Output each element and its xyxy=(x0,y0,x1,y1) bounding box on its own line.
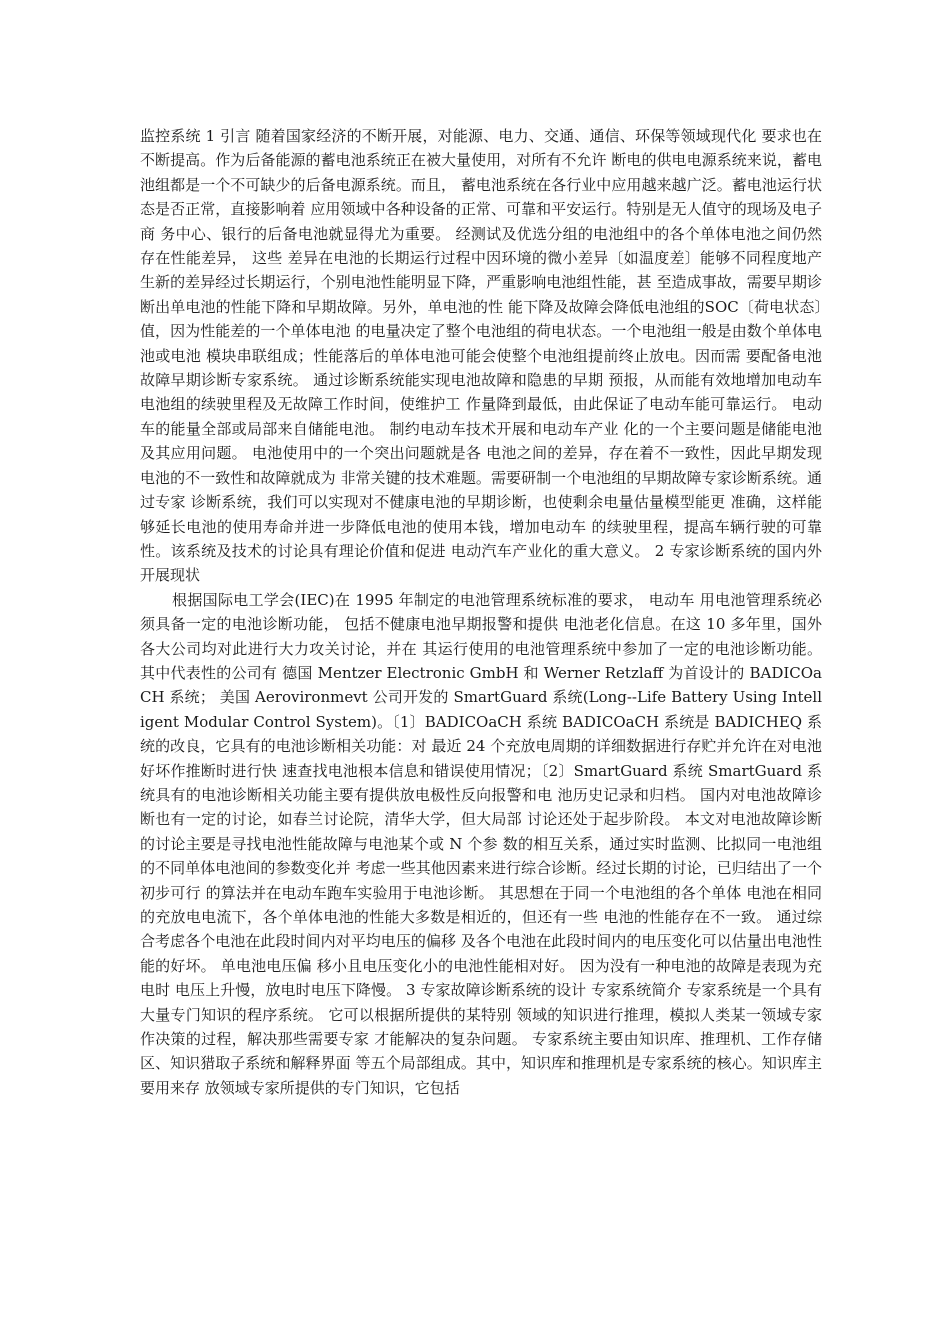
paragraph-introduction: 监控系统 1 引言 随着国家经济的不断开展，对能源、电力、交通、通信、环保等领域现代化 要求也在不断提高。作为后备能源的蓄电池系统正在被大量使用，对所有不允许 断电的供电电源系统来说，蓄电池组都是一个不可缺少的后备电源系统。而且， 蓄电池系统在各行业中应用越来越广泛。蓄电池运行状态是否正常，直接影响着 应用领域中各种设备的正常、可靠和平安运行。特别是无人值守的现场及电子商 务中心、银行的后备电池就显得尤为重要。 经测试及优选分组的电池组中的各个单体电池之间仍然存在性能差异， 这些 差异在电池的长期运行过程中因环境的微小差异〔如温度差〕能够不同程度地产 生新的差异经过长期运行，个别电池性能明显下降，严重影响电池组性能，甚 至造成事故，需要早期诊断出单电池的性能下降和早期故障。另外，单电池的性 能下降及故障会降低电池组的SOC〔荷电状态〕值，因为性能差的一个单体电池 的电量决定了整个电池组的荷电状态。一个电池组一般是由数个单体电池或电池 模块串联组成；性能落后的单体电池可能会使整个电池组提前终止放电。因而需 要配备电池故障早期诊断专家系统。 通过诊断系统能实现电池故障和隐患的早期 预报，从而能有效地增加电动车电池组的续驶里程及无故障工作时间，使维护工 作量降到最低，由此保证了电动车能可靠运行。 电动车的能量全部或局部来自储能电池。 制约电动车技术开展和电动车产业 化的一个主要问题是储能电池及其应用问题。 电池使用中的一个突出问题就是各 电池之间的差异，存在着不一致性，因此早期发现电池的不一致性和故障就成为 非常关键的技术难题。需要研制一个电池组的早期故障专家诊断系统。通过专家 诊断系统，我们可以实现对不健康电池的早期诊断，也使剩余电量估量模型能更 准确，这样能够延长电池的使用寿命并进一步降低电池的使用本钱，增加电动车 的续驶里程，提高车辆行驶的可靠性。该系统及技术的讨论具有理论价值和促进 电动汽车产业化的重大意义。 2 专家诊断系统的国内外开展现状 xyxy=(140,127,822,585)
body-text xyxy=(140,124,822,1100)
paragraph-status: 根据国际电工学会(IEC)在 1995 年制定的电池管理系统标准的要求， 电动车 用电池管理系统必须具备一定的电池诊断功能， 包括不健康电池早期报警和提供 电池老化信息。在这 10 多年里，国外各大公司均对此进行大力攻关讨论，并在 其运行使用的电池管理系统中参加了一定的电池诊断功能。 其中代表性的公司有 德国 Mentzer Electronic GmbH 和 Werner Retzlaff 为首设计的 BADICOaCH 系统； 美国 Aerovironmevt 公司开发的 SmartGuard 系统(Long--Life Battery Using Intelligent Modular Control System)。〔1〕BADICOaCH 系统 BADICOaCH 系统是 BADICHEQ 系统的改良，它具有的电池诊断相关功能：对 最近 24 个充放电周期的详细数据进行存贮并允许在对电池好坏作推断时进行快 速查找电池根本信息和错误使用情况；〔2〕SmartGuard 系统 SmartGuard 系统具有的电池诊断相关功能主要有提供放电极性反向报警和电 池历史记录和归档。 国内对电池故障诊断也有一定的讨论，如春兰讨论院，清华大学，但大局部 讨论还处于起步阶段。 本文对电池故障诊断的讨论主要是寻找电池性能故障与电池某个或 N 个参 数的相互关系，通过实时监测、比拟同一电池组的不同单体电池间的参数变化并 考虑一些其他因素来进行综合诊断。经过长期的讨论，已归结出了一个初步可行 的算法并在电动车跑车实验用于电池诊断。 其思想在于同一个电池组的各个单体 电池在相同的充放电电流下，各个单体电池的性能大多数是相近的，但还有一些 电池的性能存在不一致。 通过综合考虑各个电池在此段时间内对平均电压的偏移 及各个电池在此段时间内的电压变化可以估量出电池性能的好坏。 单电池电压偏 移小且电压变化小的电池性能相对好。 因为没有一种电池的故障是表现为充电时 电压上升慢，放电时电压下降慢。 3 专家故障诊断系统的设计 专家系统简介 专家系统是一个具有大量专门知识的程序系统。 它可以根据所提供的某特别 领域的知识进行推理，模拟人类某一领域专家作决策的过程，解决那些需要专家 才能解决的复杂问题。 专家系统主要由知识库、推理机、工作存储区、知识猎取子系统和解释界面 等五个局部组成。其中，知识库和推理机是专家系统的核心。知识库主要用来存 放领域专家所提供的专门知识，它包括 xyxy=(140,590,822,1097)
